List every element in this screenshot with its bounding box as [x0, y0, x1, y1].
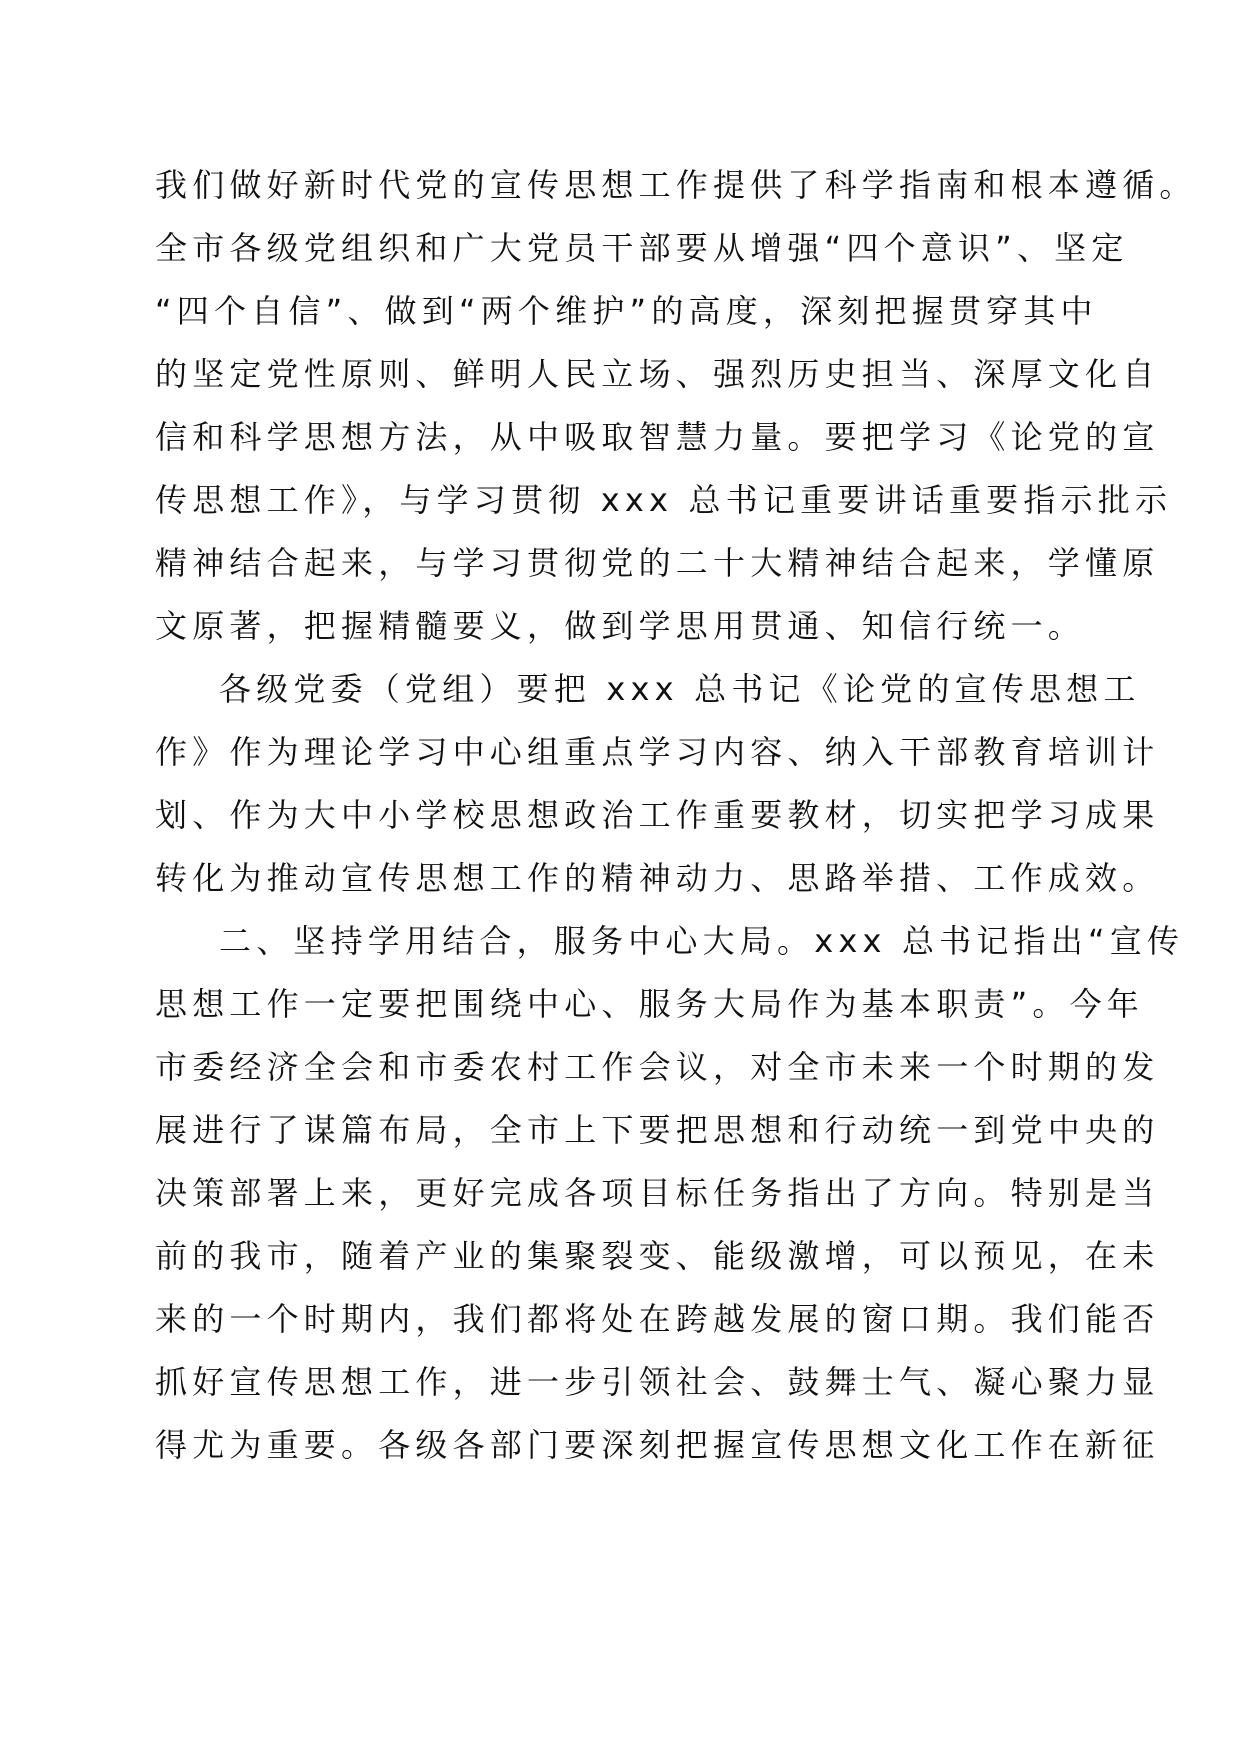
text-line: 信和科学思想方法，从中吸取智慧力量。要把学习《论党的宣: [155, 418, 1160, 456]
paragraph-start-line: 各级党委（党组）要把 xxx 总书记《论党的宣传思想工: [219, 670, 1141, 708]
section-heading-line: 二、坚持学用结合，服务中心大局。xxx 总书记指出“宣传: [219, 922, 1185, 960]
text-line: 展进行了谋篇布局，全市上下要把思想和行动统一到党中央的: [155, 1111, 1160, 1149]
text-line: 思想工作一定要把围绕中心、服务大局作为基本职责”。今年: [155, 985, 1144, 1023]
text-line: 划、作为大中小学校思想政治工作重要教材，切实把学习成果: [155, 796, 1160, 834]
text-line: 的坚定党性原则、鲜明人民立场、强烈历史担当、深厚文化自: [155, 355, 1160, 393]
text-line: 转化为推动宣传思想工作的精神动力、思路举措、工作成效。: [155, 859, 1160, 897]
text-line: 全市各级党组织和广大党员干部要从增强“四个意识”、坚定: [155, 229, 1129, 267]
text-line: 市委经济全会和市委农村工作会议，对全市未来一个时期的发: [155, 1048, 1160, 1086]
text-line: 前的我市，随着产业的集聚裂变、能级激增，可以预见，在未: [155, 1237, 1160, 1275]
text-line: 传思想工作》，与学习贯彻 xxx 总书记重要讲话重要指示批示: [155, 481, 1173, 519]
text-line: 作》作为理论学习中心组重点学习内容、纳入干部教育培训计: [155, 733, 1160, 771]
text-line: 文原著，把握精髓要义，做到学思用贯通、知信行统一。: [155, 607, 1086, 645]
text-line: 我们做好新时代党的宣传思想工作提供了科学指南和根本遵循。: [155, 166, 1197, 204]
text-line: 精神结合起来，与学习贯彻党的二十大精神结合起来，学懂原: [155, 544, 1160, 582]
text-line: 抓好宣传思想工作，进一步引领社会、鼓舞士气、凝心聚力显: [155, 1363, 1160, 1401]
text-line: “四个自信”、做到“两个维护”的高度，深刻把握贯穿其中: [155, 292, 1098, 330]
text-line: 来的一个时期内，我们都将处在跨越发展的窗口期。我们能否: [155, 1300, 1160, 1338]
text-line: 决策部署上来，更好完成各项目标任务指出了方向。特别是当: [155, 1174, 1160, 1212]
text-line: 得尤为重要。各级各部门要深刻把握宣传思想文化工作在新征: [155, 1426, 1160, 1464]
